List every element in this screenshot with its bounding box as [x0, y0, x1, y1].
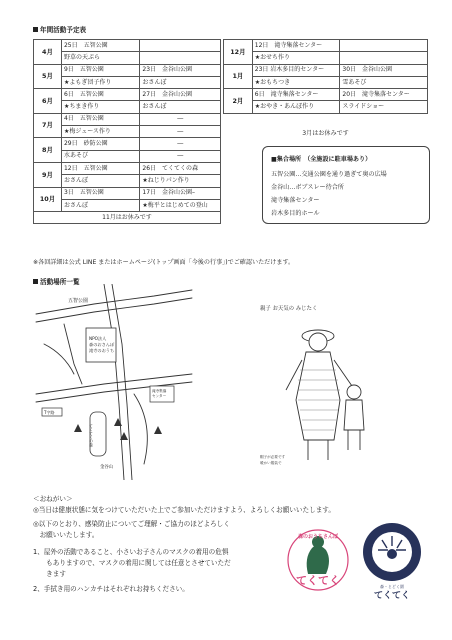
schedule-cell: おさんぽ — [140, 101, 221, 113]
month-cell: 7月 — [34, 113, 62, 138]
schedule-cell: ― — [140, 113, 221, 125]
month-cell: 6月 — [34, 89, 62, 114]
schedule-cell: スライドショー — [340, 101, 428, 113]
schedule-cell: 12日 滝寺集落センター — [252, 40, 340, 52]
schedule-row — [224, 52, 428, 64]
venue-item: 五智公園…交通公園を通り過ぎて奥の広場 — [271, 171, 387, 178]
schedule-row — [224, 101, 428, 113]
activity-area-map — [34, 284, 194, 480]
schedule-cell: 6日 五智公園 — [61, 89, 139, 101]
schedule-cell: 29日 砂防公園 — [61, 138, 139, 150]
schedule-cell: ★おやき・あんぼ作り — [252, 101, 340, 113]
tekuteku-logo-left — [286, 524, 350, 602]
schedule-cell: 20日 滝寺集落センター — [340, 89, 428, 101]
places-header: 活動場所一覧 — [33, 276, 80, 286]
schedule-row — [34, 138, 221, 150]
schedule-cell: ― — [140, 138, 221, 150]
logo-right-small: 森・とどく園 — [380, 584, 404, 589]
logo-left-text: 森のおうちさんぽ — [297, 534, 339, 540]
schedule-cell: ★梅平とはじめての登山 — [140, 199, 221, 211]
schedule-cell: 27日 金谷山公園 — [140, 89, 221, 101]
caption-line: 暖かい服装で — [260, 461, 282, 465]
logo-left-big: てくてく — [296, 574, 340, 587]
illus-title: 親子 お天気の みじたく — [260, 306, 318, 312]
schedule-row — [34, 150, 221, 162]
map-label-park: 五智公園 — [68, 298, 89, 304]
schedule-cell: 12日 五智公園 — [61, 162, 139, 174]
schedule-cell: 17日 金谷山公園– — [140, 187, 221, 199]
venue-item: 岩木多目的ホール — [271, 210, 320, 217]
meeting-places-box — [262, 146, 430, 224]
schedule-cell: 6日 滝寺集落センター — [252, 89, 340, 101]
month-cell: 9月 — [34, 162, 62, 187]
schedule-cell: 3日 五智公園 — [61, 187, 139, 199]
schedule-cell: 9日 五智公園 — [61, 64, 139, 76]
schedule-cell: ★ちまき作り — [61, 101, 139, 113]
schedule-table-left — [33, 39, 221, 224]
schedule-cell: ― — [140, 150, 221, 162]
schedule-cell: おさんぽ — [61, 175, 139, 187]
schedule-row — [34, 76, 221, 88]
month-cell: 1月 — [224, 64, 253, 89]
schedule-row — [34, 89, 221, 101]
march-note: 3月はお休みです — [302, 130, 349, 137]
logo-right-big: てくてく — [373, 591, 411, 600]
schedule-row — [224, 40, 428, 52]
schedule-cell: おさんぽ — [61, 199, 139, 211]
schedule-cell: ★ねじりパン作り — [140, 175, 221, 187]
month-cell: 8月 — [34, 138, 62, 163]
month-cell: 10月 — [34, 187, 62, 212]
schedule-row — [224, 76, 428, 88]
schedule-cell — [140, 52, 221, 64]
schedule-cell: 23日 岩木多目的センター — [252, 64, 340, 76]
schedule-cell — [340, 40, 428, 52]
schedule-row — [34, 64, 221, 76]
venue-item: 滝寺集落センター — [271, 197, 320, 204]
note-row — [34, 212, 221, 224]
schedule-header: 年間活動予定表 — [33, 24, 86, 34]
bullet-square-icon — [33, 27, 38, 32]
schedule-cell: ★梅ジュース作り — [61, 126, 139, 138]
schedule-row — [34, 40, 221, 52]
tekuteku-logo-right — [360, 520, 424, 600]
schedule-row — [34, 101, 221, 113]
month-cell: 2月 — [224, 89, 253, 114]
schedule-cell: ★よもぎ団子作り — [61, 76, 139, 88]
month-cell: 4月 — [34, 40, 62, 65]
schedule-cell: 30日 金谷山公園 — [340, 64, 428, 76]
npo-line: 滝寺のおうち — [89, 348, 115, 353]
npo-line: 森のおさんぽ — [89, 342, 115, 347]
request-infection-line2: お願いいたします。 — [33, 531, 99, 539]
parent-child-illustration — [256, 300, 380, 470]
schedule-cell: 25日 五智公園 — [61, 40, 139, 52]
map-label-forest: てくてくの森 — [89, 424, 95, 447]
month-cell: 5月 — [34, 64, 62, 89]
venue-item: 金谷山…ボブスレー待合所 — [271, 184, 344, 191]
request-mask-line3: きます — [33, 570, 66, 578]
month-cell: 12月 — [224, 40, 253, 65]
schedule-row — [224, 89, 428, 101]
schedule-table-right — [223, 39, 428, 114]
schedule-row — [224, 64, 428, 76]
requests-title: ＜おねがい＞ — [33, 495, 73, 503]
schedule-row — [34, 162, 221, 174]
schedule-cell: 雪あそび — [340, 76, 428, 88]
schedule-cell — [140, 40, 221, 52]
schedule-cell: 4日 五智公園 — [61, 113, 139, 125]
footnote: ※各回詳細は公式 LINE またはホームページ(トップ画面「今後の行事」)でご確認いただけます。 — [33, 259, 295, 266]
meeting-places-title: ■集合場所 （全施設に駐車場あり） — [271, 156, 372, 163]
schedule-cell: 23日 金谷山公園 — [140, 64, 221, 76]
schedule-cell: 水あそび — [61, 150, 139, 162]
schedule-row — [34, 199, 221, 211]
center-line: センター — [152, 394, 167, 398]
schedule-cell: ★おもちつき — [252, 76, 340, 88]
schedule-cell: 26日 てくてくの森 — [140, 162, 221, 174]
center-line: 滝寺集落 — [152, 389, 167, 393]
request-infection-line1: ◎以下のとおり、感染防止についてご理解・ご協力のほどよろしく — [33, 520, 230, 528]
schedule-cell: ★おせち作り — [252, 52, 340, 64]
schedule-cell: おさんぽ — [140, 76, 221, 88]
illus-caption — [260, 454, 286, 465]
schedule-row — [34, 187, 221, 199]
tree-icons — [74, 418, 162, 440]
schedule-row — [34, 175, 221, 187]
schedule-cell — [340, 52, 428, 64]
request-mask-line1: 1、屋外の活動であること、小さいお子さんのマスクの着用の危惧 — [33, 548, 229, 556]
request-health: ◎当日は健康状態に気をつけていただいた上でご参加いただけますよう、よろしくお願いいたします。 — [33, 506, 335, 514]
request-handkerchief: 2、手拭き用のハンカチはそれぞれお持ちください。 — [33, 585, 189, 593]
schedule-cell: ― — [140, 126, 221, 138]
caption-line: 帽子が必要です — [260, 455, 286, 459]
npo-line: NPO法人 — [89, 336, 107, 341]
schedule-row — [34, 113, 221, 125]
request-mask-line2: もありますので、マスクの着用に関しては任意とさせていただ — [33, 559, 231, 567]
schedule-cell: 野草の天ぷら — [61, 52, 139, 64]
schedule-row — [34, 126, 221, 138]
map-label-tjunction: T字路 — [44, 410, 55, 415]
map-label-kanaya: 金谷山 — [100, 465, 114, 470]
schedule-row — [34, 52, 221, 64]
november-note: 11月はお休みです — [34, 212, 221, 224]
